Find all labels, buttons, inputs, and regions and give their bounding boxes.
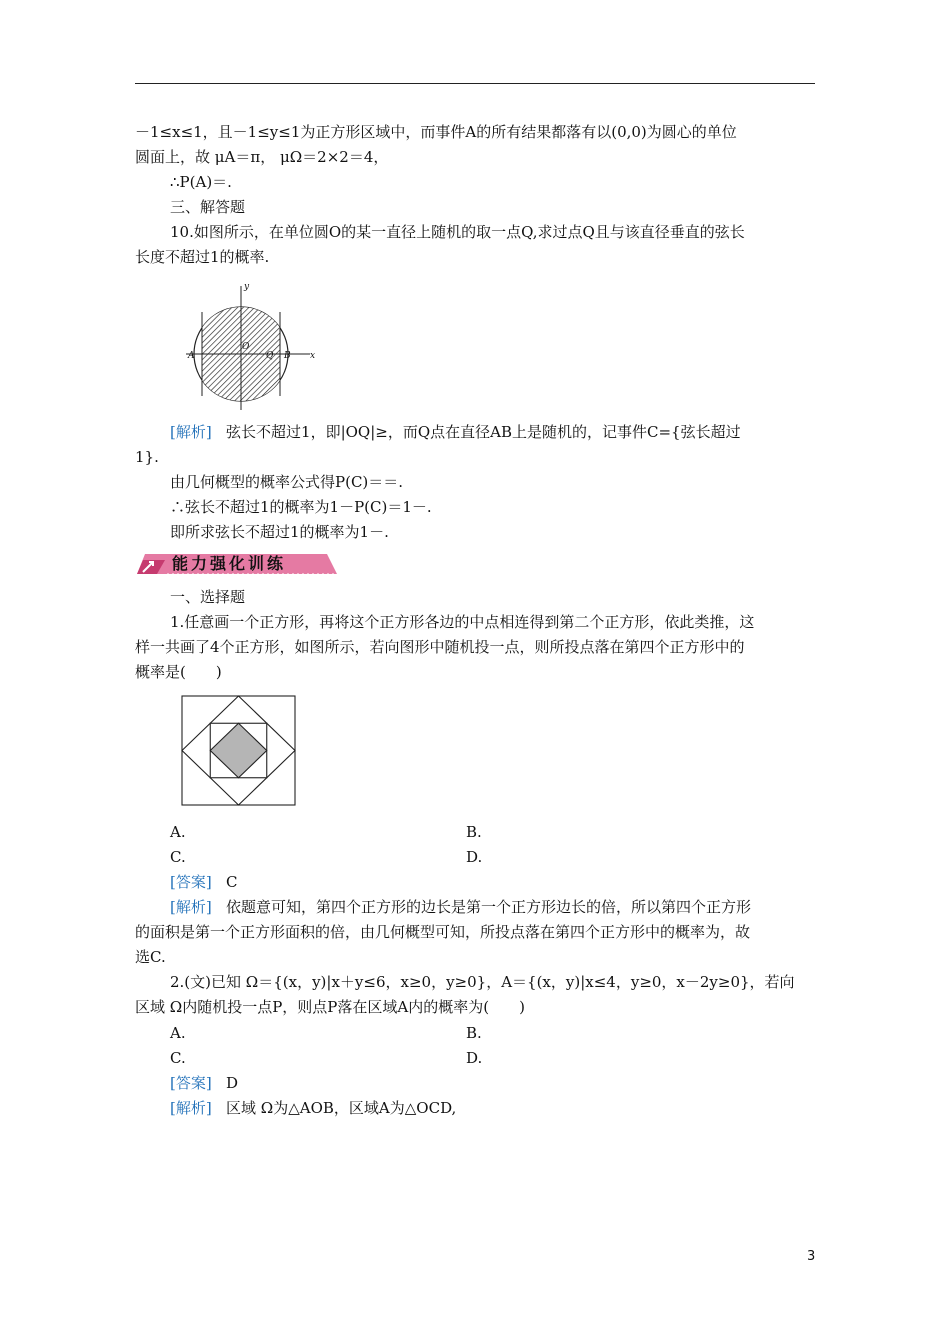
text-line: 1}.: [135, 448, 159, 466]
analysis-text: 依题意可知，第四个正方形的边长是第一个正方形边长的倍，所以第四个正方形: [226, 898, 752, 916]
option-c: C.: [170, 848, 186, 866]
answer-line: [170, 1072, 238, 1094]
text-line: 圆面上，故 μA＝π， μΩ＝2×2＝4，: [135, 148, 389, 166]
text-line: 选C.: [135, 948, 166, 966]
answer-line: [170, 871, 238, 893]
question-2-line2: 区域 Ω内随机投一点P，则点P落在区域A内的概率为( ): [135, 998, 525, 1016]
text-line: ∴P(A)＝.: [170, 173, 232, 191]
fig1-label-y: y: [244, 282, 250, 292]
question-10-line2: 长度不超过1的概率.: [135, 248, 270, 266]
question-1-line1: 1.任意画一个正方形，再将这个正方形各边的中点相连得到第二个正方形，依此类推，这: [170, 613, 755, 631]
text-line: 即所求弦长不超过1的概率为1－.: [170, 523, 389, 541]
answer-tag: [答案]: [170, 873, 212, 891]
page-number: 3: [807, 1249, 816, 1264]
text-line: ∴弦长不超过1的概率为1－P(C)＝1－.: [170, 498, 432, 516]
fig1-label-o: O: [242, 342, 250, 352]
text-line: 由几何概型的概率公式得P(C)＝＝.: [170, 473, 404, 491]
unit-circle-figure: [172, 282, 322, 412]
question-2-line1: 2.(文)已知 Ω＝{(x，y)|x＋y≤6，x≥0，y≥0}，A＝{(x，y)|x≤4，y≥0，x－2y≥0}，若向: [170, 973, 795, 991]
section-heading: 一、选择题: [170, 588, 246, 606]
nested-squares-figure: [181, 695, 297, 807]
option-a: A.: [170, 1024, 186, 1042]
fig1-label-a: A: [188, 351, 195, 361]
question-10-line1: 10.如图所示，在单位圆O的某一直径上随机的取一点Q,求过点Q且与该直径垂直的弦长: [170, 223, 745, 241]
option-d: D.: [466, 848, 483, 866]
analysis-tag: [解析]: [170, 423, 212, 441]
analysis-text: 区域 Ω为△AOB，区域A为△OCD,: [226, 1099, 457, 1117]
analysis-text: 弦长不超过1，即|OQ|≥，而Q点在直径AB上是随机的，记事件C={弦长超过: [226, 423, 741, 441]
fig1-label-b: B: [284, 351, 291, 361]
option-b: B.: [466, 823, 482, 841]
section-heading: 三、解答题: [170, 198, 246, 216]
fig1-label-q: Q: [266, 351, 274, 361]
analysis-tag: [解析]: [170, 1099, 212, 1117]
option-c: C.: [170, 1049, 186, 1067]
question-1-line3: 概率是( ): [135, 663, 222, 681]
question-1-line2: 样一共画了4个正方形，如图所示，若向图形中随机投一点，则所投点落在第四个正方形中的: [135, 638, 745, 656]
answer-value: C: [226, 873, 238, 891]
analysis-line: [170, 1097, 456, 1119]
analysis-line: [170, 421, 741, 443]
option-d: D.: [466, 1049, 483, 1067]
answer-value: D: [226, 1074, 239, 1092]
section-banner-title: 能力强化训练: [172, 554, 287, 573]
option-a: A.: [170, 823, 186, 841]
header-rule: [135, 83, 815, 84]
analysis-line: [170, 896, 751, 918]
text-line: 的面积是第一个正方形面积的倍，由几何概型可知，所投点落在第四个正方形中的概率为，故: [135, 923, 751, 941]
text-line: －1≤x≤1，且－1≤y≤1为正方形区域中，而事件A的所有结果都落有以(0,0)为圆心的单位: [135, 123, 737, 141]
analysis-tag: [解析]: [170, 898, 212, 916]
fig1-label-x: x: [310, 351, 316, 361]
answer-tag: [答案]: [170, 1074, 212, 1092]
option-b: B.: [466, 1024, 482, 1042]
